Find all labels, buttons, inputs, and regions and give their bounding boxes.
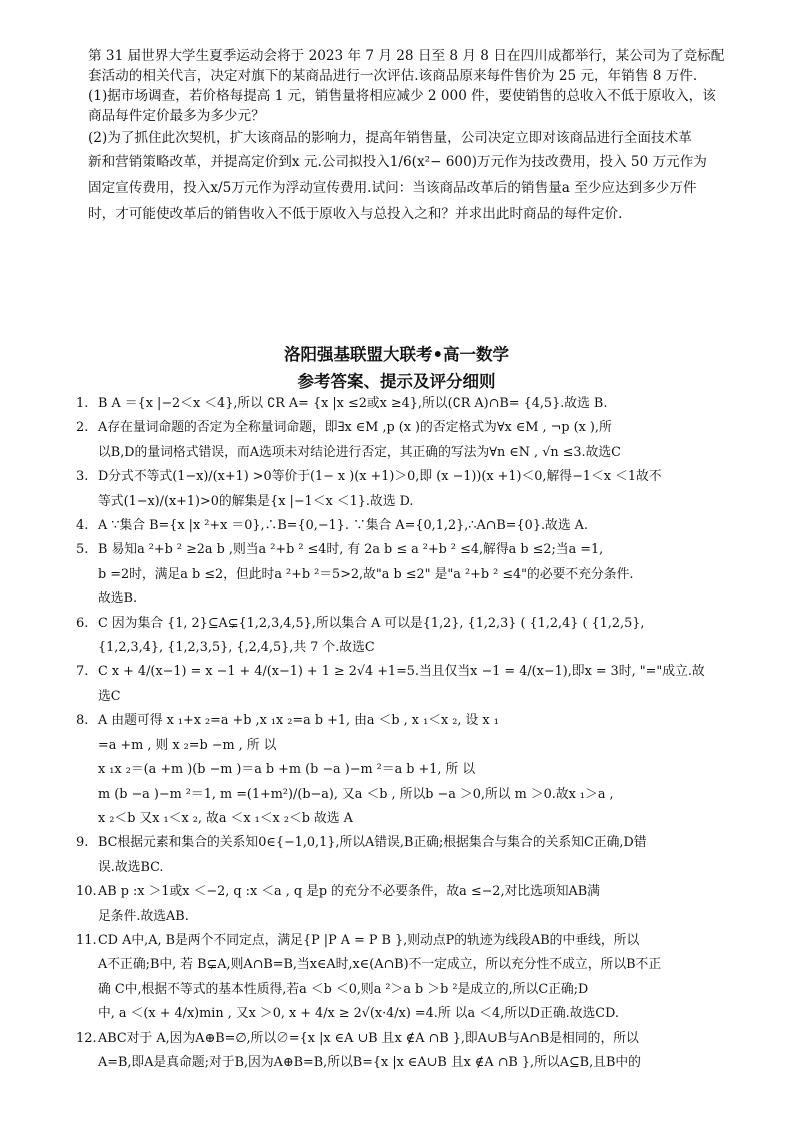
answer-item (76, 831, 721, 880)
answer-item (76, 880, 721, 929)
answer-line: CD A中,A, B是两个不同定点，满足{P |P A = P B },则动点P的轨迹为线段AB的中垂线，所以 (98, 932, 640, 948)
answer-number: 11. (76, 932, 97, 948)
answer-item (76, 514, 721, 538)
answer-number: 3. (76, 469, 89, 485)
answer-line: 等式(1−x)/(x+1)>0的解集是{x |−1＜x ＜1}.故选 D. (98, 493, 414, 509)
answer-line: {1,2,3,4}, {1,2,3,5}, {,2,4,5},共 7 个.故选C (98, 640, 375, 656)
problem-line: (2)为了抓住此次契机，扩大该商品的影响力，提高年销售量，公司决定立即对该商品进行全面技术革 (88, 130, 692, 146)
problem-line: 时，才可能使改革后的销售收入不低于原收入与总投入之和？并求出此时商品的每件定价. (88, 206, 623, 222)
answer-line: A不正确;B中, 若 B⊊A,则A∩B=B,当x∈A时,x∈(A∩B)不一定成立，所以充分性不成立，所以B不正 (98, 957, 662, 973)
answer-line: 选C (98, 688, 121, 704)
answer-line: B 易知a ²+b ² ≥2a b ,则当a ²+b ² ≤4时, 有 2a b ≤ a ²+b ² ≤4,解得a b ≤2;当a =1, (98, 542, 604, 558)
answer-item (76, 660, 721, 709)
answer-line: 确 C中,根据不等式的基本性质得,若a ＜b ＜0,则a ²＞a b ＞b ²是成立的,所以C正确;D (98, 981, 589, 997)
answer-number: 4. (76, 518, 89, 534)
answer-number: 7. (76, 664, 89, 680)
answer-line: A=B,即A是真命题;对于B,因为A⊕B=B,所以B={x |x ∈A∪B 且x ∉A ∩B },所以A⊆B,且B中的 (98, 1054, 641, 1070)
answer-item (76, 929, 721, 1027)
answer-number: 1. (76, 396, 89, 411)
answer-line: A ∵集合 B={x |x ²+x ＝0},∴B={0,−1}. ∵集合 A={0,1,2},∴A∩B={0}.故选 A. (98, 518, 588, 534)
answer-item (76, 612, 721, 661)
answer-line: =a +m , 则 x ₂=b −m , 所 以 (98, 737, 277, 753)
answer-line: A存在量词命题的否定为全称量词命题，即∃x ∈M ,p (x )的否定格式为∀x ∈M , ¬p (x ),所 (98, 420, 612, 436)
answer-line: ABC对于 A,因为A⊕B=∅,所以∅={x |x ∈A ∪B 且x ∉A ∩B },即A∪B与A∩B是相同的，所以 (98, 1030, 639, 1046)
answer-line: 故选B. (98, 591, 138, 607)
answer-item (76, 416, 721, 465)
answer-item (76, 465, 721, 514)
page-title: 洛阳强基联盟大联考•高一数学 (283, 345, 510, 364)
answer-number: 9. (76, 835, 89, 851)
answer-item (76, 1027, 721, 1076)
answer-number: 5. (76, 542, 89, 558)
answer-item (76, 392, 721, 416)
problem-line: 第 31 届世界大学生夏季运动会将于 2023 年 7 月 28 日至 8 月 8 日在四川成都举行，某公司为了竞标配 (88, 48, 725, 64)
problem-line: 商品每件定价最多为多少元？ (88, 108, 265, 124)
answer-line: B A ＝{x |−2＜x ＜4},所以 ∁R A= {x |x ≤2或x ≥4},所以(∁R A)∩B= {4,5}.故选 B. (98, 396, 608, 411)
answer-line: 中, a ＜(x + 4/x)min , 又x ＞0, x + 4/x ≥ 2√(x·4/x) =4.所 以a ＜4,所以D正确.故选CD. (98, 1006, 619, 1022)
answer-line: b =2时，满足a b ≤2，但此时a ²+b ²＝5>2,故"a b ≤2" 是"a ²+b ² ≤4"的必要不充分条件. (98, 566, 634, 582)
problem-statement (88, 46, 725, 224)
problem-line: 固定宣传费用，投入x/5万元作为浮动宣传费用.试问：当该商品改革后的销售量a 至少应达到多少万件 (88, 180, 697, 196)
answer-list (76, 392, 721, 1075)
answer-line: 以B,D的量词格式错误，而A选项未对结论进行否定，其正确的写法为∀n ∈N , √n ≤3.故选C (98, 444, 621, 460)
answer-number: 2. (76, 420, 89, 436)
problem-line: 套活动的相关代言，决定对旗下的某商品进行一次评估.该商品原来每件售价为 25 元，年销售 8 万件. (88, 68, 698, 84)
answer-line: 足条件.故选AB. (98, 908, 189, 924)
answer-number: 10. (76, 884, 97, 900)
answer-line: AB p :x ＞1或x ＜−2, q :x ＜a , q 是p 的充分不必要条件，故a ≤−2,对比选项知AB满 (98, 884, 600, 900)
answer-line: BC根据元素和集合的关系知0∈{−1,0,1},所以A错误,B正确;根据集合与集合的关系知C正确,D错 (98, 835, 647, 851)
answer-line: x ₁x ₂＝(a +m )(b −m )＝a b +m (b −a )−m ²＝a b +1, 所 以 (98, 762, 476, 778)
answer-number: 8. (76, 713, 89, 729)
answer-item (76, 538, 721, 611)
answer-line: C 因为集合 {1, 2}⊆A⊊{1,2,3,4,5},所以集合 A 可以是{1,2}, {1,2,3} ( {1,2,4} ( {1,2,5}, (98, 615, 645, 631)
answer-line: A 由题可得 x ₁+x ₂=a +b ,x ₁x ₂=a b +1, 由a ＜b , x ₁＜x ₂, 设 x ₁ (98, 713, 499, 729)
answer-line: m (b −a )−m ²＝1, m =(1+m²)/(b−a), 又a ＜b , 所以b −a ＞0,所以 m ＞0.故x ₁＞a , (98, 786, 614, 802)
problem-line: 新和营销策略改革，并提高定价到x 元.公司拟投入1/6(x²− 600)万元作为技改费用，投入 50 万元作为 (88, 154, 707, 170)
problem-line: (1)据市场调查，若价格每提高 1 元，销售量将相应减少 2 000 件，要使销售的总收入不低于原收入，该 (88, 88, 716, 104)
answer-number: 6. (76, 615, 89, 631)
answer-item (76, 709, 721, 831)
answer-line: D分式不等式(1−x)/(x+1) >0等价于(1− x )(x +1)＞0,即 (x −1))(x +1)＜0,解得−1＜x ＜1故不 (98, 469, 662, 485)
answer-line: C x + 4/(x−1) = x −1 + 4/(x−1) + 1 ≥ 2√4 +1=5.当且仅当x −1 = 4/(x−1),即x = 3时, "="成立.故 (98, 664, 705, 680)
answer-line: x ₂＜b 又x ₁＜x ₂, 故a ＜x ₁＜x ₂＜b 故选 A (98, 810, 353, 826)
answer-line: 误.故选BC. (98, 859, 164, 875)
page-subtitle: 参考答案、提示及评分细则 (297, 372, 496, 391)
answer-number: 12. (76, 1030, 97, 1046)
